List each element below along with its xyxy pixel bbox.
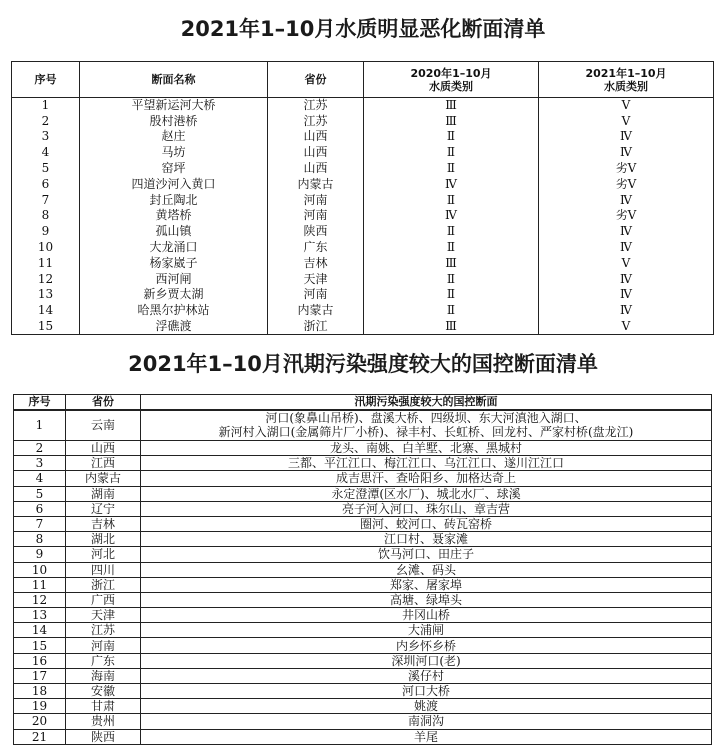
table-row: [12, 208, 714, 224]
cell-index: 21: [14, 729, 66, 744]
cell-index: 9: [14, 547, 66, 562]
cell-index: 2: [12, 113, 80, 129]
table-row: [14, 471, 712, 486]
cell-section-name: 殷村港桥: [80, 113, 268, 129]
cell-index: 18: [14, 684, 66, 699]
cell-index: 13: [14, 608, 66, 623]
table-row: [14, 441, 712, 456]
table-row: [12, 287, 714, 303]
cell-index: 15: [12, 319, 80, 335]
cell-province: 河南: [268, 208, 364, 224]
table-row: [14, 714, 712, 729]
flood-season-pollution-table: [13, 394, 712, 745]
cell-province: 河南: [268, 192, 364, 208]
cell-index: 13: [12, 287, 80, 303]
cell-province: 江苏: [268, 98, 364, 114]
cell-2021-category: Ⅳ: [539, 271, 714, 287]
cell-section-name: 西河闸: [80, 271, 268, 287]
table1-header-row: [12, 62, 714, 98]
cell-province: 内蒙古: [268, 303, 364, 319]
table-row: [12, 161, 714, 177]
cell-province: 辽宁: [66, 501, 141, 516]
cell-index: 6: [12, 176, 80, 192]
cell-index: 3: [14, 456, 66, 471]
cell-index: 11: [14, 577, 66, 592]
cell-2021-category: Ⅳ: [539, 129, 714, 145]
cell-section-name: 黄塔桥: [80, 208, 268, 224]
cell-province: 河南: [66, 638, 141, 653]
cell-sections: 圈河、蛟河口、砖瓦窑桥: [141, 516, 712, 531]
cell-2020-category: Ⅱ: [364, 303, 539, 319]
cell-2020-category: Ⅱ: [364, 224, 539, 240]
cell-index: 3: [12, 129, 80, 145]
cell-province: 海南: [66, 668, 141, 683]
cell-2021-category: Ⅴ: [539, 319, 714, 335]
cell-sections: 郑家、屠家埠: [141, 577, 712, 592]
cell-index: 19: [14, 699, 66, 714]
cell-section-name: 大龙涌口: [80, 240, 268, 256]
table-row: [14, 562, 712, 577]
cell-2020-category: Ⅱ: [364, 271, 539, 287]
header-index: 序号: [14, 395, 66, 410]
cell-province: 江苏: [66, 623, 141, 638]
table-row: [14, 729, 712, 744]
cell-province: 内蒙古: [268, 176, 364, 192]
table-row: [14, 547, 712, 562]
header-2020-category: 2020年1–10月 水质类别: [364, 62, 539, 98]
cell-sections: 大浦闸: [141, 623, 712, 638]
cell-index: 1: [12, 98, 80, 114]
cell-index: 20: [14, 714, 66, 729]
table-row: [12, 319, 714, 335]
cell-2020-category: Ⅲ: [364, 319, 539, 335]
table-row: [14, 653, 712, 668]
cell-province: 内蒙古: [66, 471, 141, 486]
cell-province: 浙江: [268, 319, 364, 335]
cell-sections: 内乡怀乡桥: [141, 638, 712, 653]
cell-index: 9: [12, 224, 80, 240]
table-row: [12, 129, 714, 145]
cell-index: 14: [12, 303, 80, 319]
cell-index: 5: [14, 486, 66, 501]
cell-index: 6: [14, 501, 66, 516]
table1-title: 2021年1–10月水质明显恶化断面清单: [180, 17, 546, 41]
header-sections: 汛期污染强度较大的国控断面: [141, 395, 712, 410]
cell-province: 吉林: [268, 255, 364, 271]
cell-province: 贵州: [66, 714, 141, 729]
cell-index: 7: [12, 192, 80, 208]
table-row: [14, 577, 712, 592]
cell-index: 11: [12, 255, 80, 271]
header-section-name: 断面名称: [80, 62, 268, 98]
cell-2020-category: Ⅱ: [364, 161, 539, 177]
cell-section-name: 四道沙河入黄口: [80, 176, 268, 192]
cell-2020-category: Ⅱ: [364, 287, 539, 303]
table-row: [12, 240, 714, 256]
cell-index: 7: [14, 516, 66, 531]
cell-index: 12: [14, 592, 66, 607]
table-row: [14, 638, 712, 653]
cell-section-name: 平望新运河大桥: [80, 98, 268, 114]
cell-2021-category: 劣Ⅴ: [539, 161, 714, 177]
cell-index: 4: [12, 145, 80, 161]
cell-province: 四川: [66, 562, 141, 577]
table-row: [14, 623, 712, 638]
cell-index: 16: [14, 653, 66, 668]
cell-sections: 三都、平江江口、梅江江口、乌江江口、遂川江江口: [141, 456, 712, 471]
cell-2020-category: Ⅱ: [364, 129, 539, 145]
cell-province: 云南: [66, 410, 141, 441]
table-row: [14, 668, 712, 683]
cell-section-name: 窑坪: [80, 161, 268, 177]
table-row: [14, 592, 712, 607]
cell-section-name: 马坊: [80, 145, 268, 161]
table-row: [14, 684, 712, 699]
table-row: [12, 113, 714, 129]
cell-province: 山西: [268, 161, 364, 177]
header-province: 省份: [268, 62, 364, 98]
cell-province: 天津: [268, 271, 364, 287]
cell-sections: 幺滩、码头: [141, 562, 712, 577]
cell-index: 1: [14, 410, 66, 441]
cell-section-name: 封丘陶北: [80, 192, 268, 208]
cell-sections: 江口村、聂家滩: [141, 532, 712, 547]
cell-sections: 姚渡: [141, 699, 712, 714]
cell-sections: 高塘、绿埠头: [141, 592, 712, 607]
cell-province: 湖南: [66, 486, 141, 501]
cell-province: 广东: [66, 653, 141, 668]
cell-province: 广西: [66, 592, 141, 607]
cell-2021-category: Ⅳ: [539, 145, 714, 161]
cell-index: 8: [14, 532, 66, 547]
cell-province: 广东: [268, 240, 364, 256]
table-row: [12, 145, 714, 161]
cell-sections: 河口大桥: [141, 684, 712, 699]
cell-province: 山西: [268, 145, 364, 161]
cell-province: 吉林: [66, 516, 141, 531]
cell-province: 山西: [66, 441, 141, 456]
cell-2021-category: Ⅴ: [539, 113, 714, 129]
cell-province: 陕西: [268, 224, 364, 240]
table-row: [12, 224, 714, 240]
cell-province: 天津: [66, 608, 141, 623]
cell-index: 12: [12, 271, 80, 287]
cell-2021-category: Ⅳ: [539, 303, 714, 319]
cell-2020-category: Ⅳ: [364, 208, 539, 224]
cell-index: 2: [14, 441, 66, 456]
cell-2020-category: Ⅲ: [364, 255, 539, 271]
table-row: [14, 608, 712, 623]
cell-2021-category: 劣Ⅴ: [539, 208, 714, 224]
table-row: [14, 699, 712, 714]
cell-sections: 井冈山桥: [141, 608, 712, 623]
cell-province: 江苏: [268, 113, 364, 129]
cell-sections: 羊尾: [141, 729, 712, 744]
cell-province: 河南: [268, 287, 364, 303]
table2-header-row: [14, 395, 712, 410]
cell-2021-category: Ⅳ: [539, 192, 714, 208]
cell-section-name: 哈黑尔护林站: [80, 303, 268, 319]
cell-index: 8: [12, 208, 80, 224]
cell-index: 10: [12, 240, 80, 256]
cell-section-name: 赵庄: [80, 129, 268, 145]
cell-sections: 饮马河口、田庄子: [141, 547, 712, 562]
table-row: [12, 98, 714, 114]
cell-2021-category: Ⅳ: [539, 240, 714, 256]
table-row: [14, 486, 712, 501]
table-row: [12, 192, 714, 208]
cell-2021-category: 劣Ⅴ: [539, 176, 714, 192]
table-row: [12, 255, 714, 271]
cell-section-name: 浮礁渡: [80, 319, 268, 335]
cell-sections: 河口(象鼻山吊桥)、盘溪大桥、四级坝、东大河滇池入湖口、 新河村入湖口(金属筛片厂小桥)、禄丰村、长虹桥、回龙村、严家村桥(盘龙江): [141, 410, 712, 441]
table-row: [12, 271, 714, 287]
cell-sections: 溪仔村: [141, 668, 712, 683]
table-row: [14, 501, 712, 516]
cell-index: 5: [12, 161, 80, 177]
table-row: [14, 532, 712, 547]
cell-province: 浙江: [66, 577, 141, 592]
cell-sections: 深圳河口(老): [141, 653, 712, 668]
cell-index: 15: [14, 638, 66, 653]
cell-2020-category: Ⅲ: [364, 113, 539, 129]
cell-province: 安徽: [66, 684, 141, 699]
header-province: 省份: [66, 395, 141, 410]
water-quality-deterioration-table: [11, 61, 714, 335]
table-row: [12, 303, 714, 319]
table-row: [14, 410, 712, 441]
cell-2021-category: Ⅴ: [539, 255, 714, 271]
cell-province: 江西: [66, 456, 141, 471]
cell-province: 湖北: [66, 532, 141, 547]
cell-index: 14: [14, 623, 66, 638]
table2-title: 2021年1–10月汛期污染强度较大的国控断面清单: [128, 352, 598, 376]
cell-index: 4: [14, 471, 66, 486]
cell-province: 陕西: [66, 729, 141, 744]
header-index: 序号: [12, 62, 80, 98]
cell-2020-category: Ⅳ: [364, 176, 539, 192]
cell-2021-category: Ⅳ: [539, 287, 714, 303]
cell-2020-category: Ⅱ: [364, 192, 539, 208]
cell-province: 山西: [268, 129, 364, 145]
cell-section-name: 新乡贾太湖: [80, 287, 268, 303]
cell-section-name: 杨家崴子: [80, 255, 268, 271]
cell-2021-category: Ⅳ: [539, 224, 714, 240]
cell-sections: 亮子河入河口、珠尔山、章吉营: [141, 501, 712, 516]
header-2021-category: 2021年1–10月 水质类别: [539, 62, 714, 98]
cell-sections: 南洞沟: [141, 714, 712, 729]
table-row: [14, 516, 712, 531]
table-row: [12, 176, 714, 192]
cell-province: 河北: [66, 547, 141, 562]
cell-sections: 成吉思汗、查哈阳乡、加格达奇上: [141, 471, 712, 486]
cell-sections: 龙头、南姚、白羊墅、北寨、黑城村: [141, 441, 712, 456]
cell-section-name: 孤山镇: [80, 224, 268, 240]
cell-index: 17: [14, 668, 66, 683]
cell-2020-category: Ⅱ: [364, 240, 539, 256]
cell-sections: 永定澄潭(区水厂)、城北水厂、球溪: [141, 486, 712, 501]
cell-province: 甘肃: [66, 699, 141, 714]
cell-index: 10: [14, 562, 66, 577]
table-row: [14, 456, 712, 471]
cell-2020-category: Ⅱ: [364, 145, 539, 161]
cell-2021-category: Ⅴ: [539, 98, 714, 114]
cell-2020-category: Ⅲ: [364, 98, 539, 114]
